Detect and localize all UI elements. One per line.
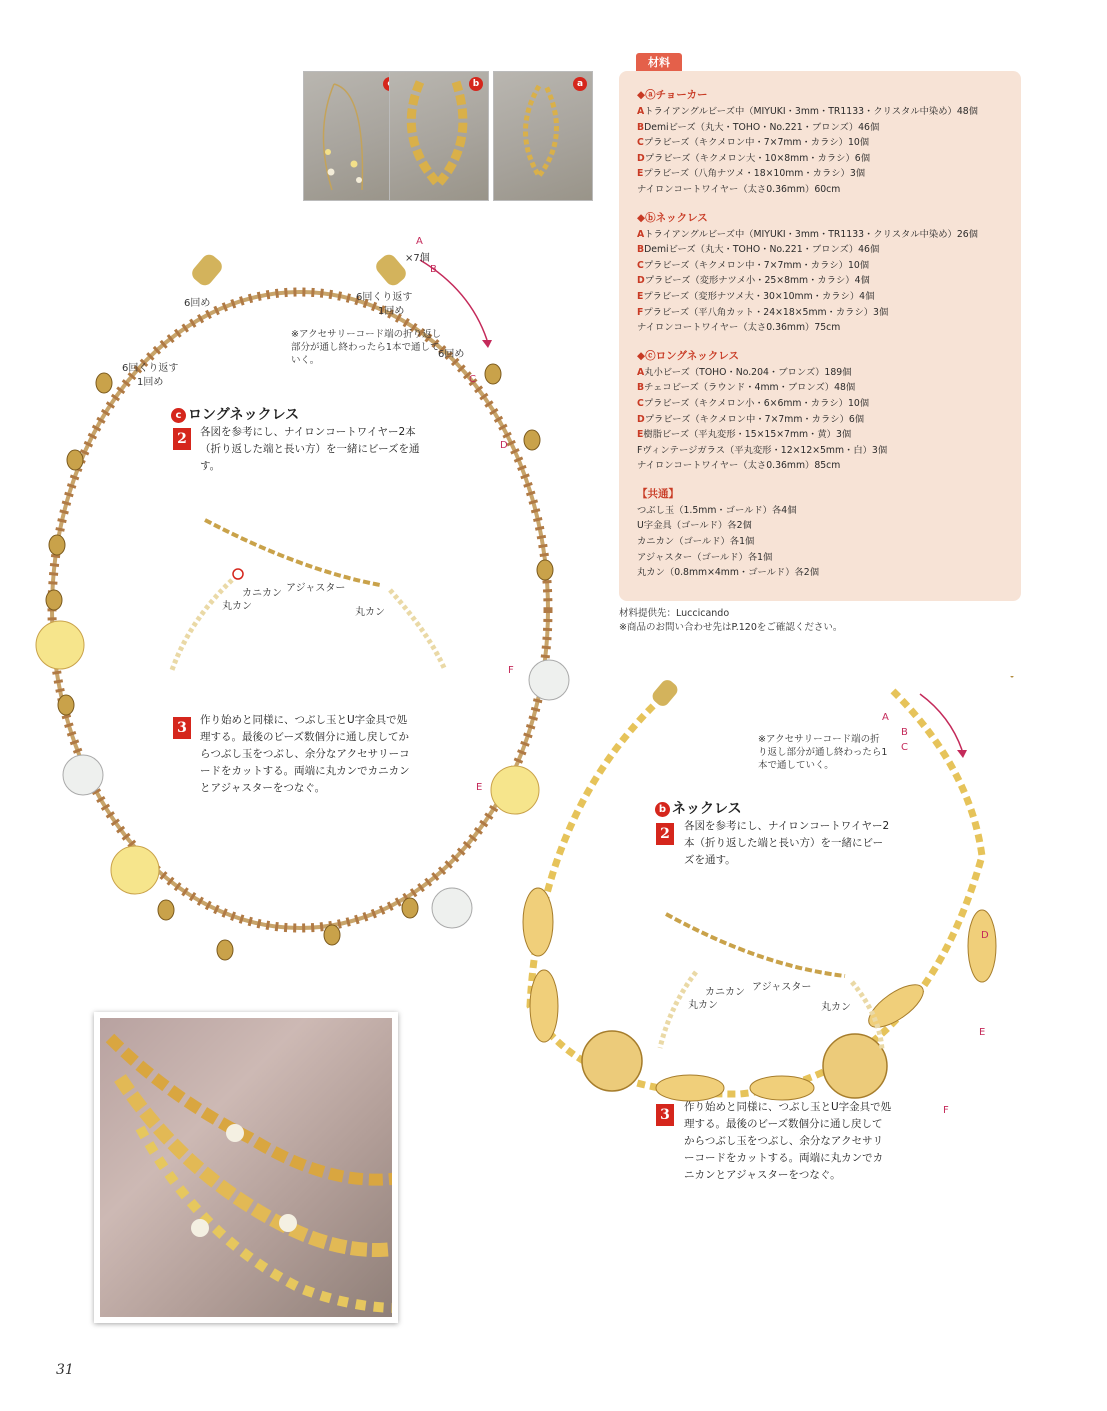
label-marukan-right-c: 丸カン — [355, 607, 385, 618]
long-necklace-cord-note: ※アクセサリーコード端の折り返し部分が通し終わったら1本で通していく。 — [291, 329, 442, 366]
label-b-d: D — [981, 930, 989, 941]
page-number: 31 — [56, 1362, 74, 1378]
materials-tab: 材料 — [636, 53, 682, 73]
b-step-3-number: 3 — [656, 1104, 674, 1126]
material-line: Cプラビーズ（キクメロン小・6×6mm・カラシ）10個 — [637, 397, 870, 409]
label-b-b: B — [901, 727, 908, 738]
necklace-b-image — [390, 72, 489, 201]
long-necklace-list — [637, 365, 1005, 474]
material-line: Bチェコビーズ（ラウンド・4mm・ブロンズ）48個 — [637, 382, 856, 394]
adjuster-chain-illustration — [172, 520, 445, 670]
label-b-a: A — [882, 712, 889, 723]
long-step-3-text: 作り始めと同様に、つぶし玉とU字金具で処理する。最後のビーズ数個分に通し戻してからつぶし玉をつぶし、余分なアクセサリーコードをカットする。両端に丸カンでカニカンとアジャスターをつなぐ。 — [200, 714, 410, 794]
b-step-3-text: 作り始めと同様に、つぶし玉とU字金具で処理する。最後のビーズ数個分に通し戻してからつぶし玉をつぶし、余分なアクセサリーコードをカットする。両端に丸カンでカニカンとアジャスターをつなぐ。 — [684, 1101, 892, 1181]
necklace-list — [637, 227, 1005, 336]
label-kanikan-b: カニカン — [705, 987, 745, 998]
label-b: B — [430, 264, 437, 275]
b-step-2-text: 各図を参考にし、ナイロンコートワイヤー2本（折り返した端と長い方）を一緒にビーズを通す。 — [684, 820, 890, 866]
necklace-b-cord-note: ※アクセサリーコード端の折り返し部分が通し終わったら1本で通していく。 — [758, 734, 888, 771]
label-c: C — [469, 374, 476, 385]
material-line: Cプラビーズ（キクメロン中・7×7mm・カラシ）10個 — [637, 137, 870, 149]
choker-heading: ◆ⓐチョーカー — [637, 89, 708, 101]
materials-provider: 材料提供先：Luccicando — [619, 608, 730, 619]
necklace-b-octagon-beads — [582, 1031, 887, 1098]
thumb-tag-a: a — [573, 77, 587, 91]
label-adjuster-c: アジャスター — [286, 583, 346, 594]
arrow-head-icon — [482, 340, 492, 348]
label-marukan-left-c: 丸カン — [222, 601, 252, 612]
material-line: U字金具（ゴールド）各2個 — [637, 520, 752, 532]
label-first-left: 1回め — [137, 377, 164, 388]
label-a: A — [416, 236, 423, 247]
label-repeat-right: 6回くり返す — [356, 292, 413, 303]
necklaces-photo — [94, 1012, 398, 1323]
material-line: Cプラビーズ（キクメロン中・7×7mm・カラシ）10個 — [637, 259, 870, 271]
material-line: カニカン（ゴールド）各1個 — [637, 536, 755, 548]
label-a-count: ×7個 — [405, 253, 430, 264]
label-b-e: E — [979, 1027, 986, 1038]
arrow-head-b-icon — [957, 750, 967, 758]
label-e: E — [476, 782, 483, 793]
material-line: ナイロンコートワイヤー（太さ0.36mm）75cm — [637, 322, 841, 334]
material-line: Fプラビーズ（平八角カット・24×18×5mm・カラシ）3個 — [637, 306, 889, 318]
choker-list — [637, 104, 1005, 198]
long-necklace-clasp — [189, 251, 409, 288]
long-step-2-text: 各図を参考にし、ナイロンコートワイヤー2本（折り返した端と長い方）を一緒にビーズを通す。 — [200, 426, 420, 472]
label-marukan-right-b: 丸カン — [821, 1002, 851, 1013]
materials-inquiry: ※商品のお問い合わせ先はP.120をご確認ください。 — [619, 622, 843, 633]
material-line: ナイロンコートワイヤー（太さ0.36mm）85cm — [637, 460, 841, 472]
necklace-b-badge: b — [655, 802, 670, 817]
thumb-tag-b: b — [469, 77, 483, 91]
material-line: Dプラビーズ（キクメロン中・7×7mm・カラシ）6個 — [637, 413, 865, 425]
material-line: Eプラビーズ（変形ナツメ大・30×10mm・カラシ）4個 — [637, 290, 875, 302]
material-line: Aトライアングルビーズ中（MIYUKI・3mm・TR1133・クリスタル中染め）26個 — [637, 228, 978, 240]
material-line: BDemiビーズ（丸大・TOHO・No.221・ブロンズ）46個 — [637, 244, 880, 256]
label-d: D — [500, 440, 508, 451]
materials-box — [619, 71, 1021, 601]
label-marukan-left-b: 丸カン — [688, 1000, 718, 1011]
direction-arrow-b — [920, 694, 962, 750]
label-kanikan-c: カニカン — [242, 588, 282, 599]
necklace-a-image — [494, 72, 593, 201]
necklaces-photo-image — [100, 1018, 398, 1323]
material-line: Dプラビーズ（変形ナツメ小・25×8mm・カラシ）4個 — [637, 275, 870, 287]
long-step-2-number: 2 — [173, 428, 191, 450]
long-step-3-number: 3 — [173, 717, 191, 739]
label-first-right: 1回め — [378, 306, 405, 317]
label-6th-left: 6回め — [184, 298, 211, 309]
material-line: アジャスター（ゴールド）各1個 — [637, 551, 773, 563]
long-necklace-badge: c — [171, 408, 186, 423]
material-line: ナイロンコートワイヤー（太さ0.36mm）60cm — [637, 183, 841, 195]
label-b-c: C — [901, 742, 908, 753]
label-b-f: F — [943, 1105, 949, 1116]
material-line: A丸小ビーズ（TOHO・No.204・ブロンズ）189個 — [637, 366, 852, 378]
necklace-b-title: b ネックレス — [655, 798, 742, 818]
common-heading: 【共通】 — [637, 487, 679, 500]
necklace-b-clasp — [650, 677, 681, 708]
photo-thumb-a — [493, 71, 593, 201]
material-line: Eプラビーズ（八角ナツメ・18×10mm・カラシ）3個 — [637, 168, 866, 180]
necklace-heading: ◆ⓑネックレス — [637, 211, 708, 224]
photo-thumb-b — [389, 71, 489, 201]
material-line: 丸カン（0.8mm×4mm・ゴールド）各2個 — [637, 567, 820, 579]
long-necklace-title: c ロングネックレス — [171, 404, 299, 424]
label-adjuster-b: アジャスター — [752, 982, 812, 993]
label-repeat-left: 6回くり返す — [122, 363, 179, 374]
material-line: Aトライアングルビーズ中（MIYUKI・3mm・TR1133・クリスタル中染め）48個 — [637, 106, 978, 117]
common-list — [637, 503, 1005, 581]
label-f: F — [508, 665, 514, 676]
material-line: つぶし玉（1.5mm・ゴールド）各4個 — [637, 504, 797, 516]
material-line: E樹脂ビーズ（平丸変形・15×15×7mm・黄）3個 — [637, 429, 852, 441]
long-necklace-heading: ◆ⓒロングネックレス — [637, 349, 739, 362]
label-6th-right: 6回め — [438, 349, 465, 360]
material-line: Fヴィンテージガラス（平丸変形・12×12×5mm・白）3個 — [637, 444, 888, 456]
b-step-2-number: 2 — [656, 823, 674, 845]
material-line: Dプラビーズ（キクメロン大・10×8mm・カラシ）6個 — [637, 152, 870, 164]
material-line: BDemiビーズ（丸大・TOHO・No.221・ブロンズ）46個 — [637, 121, 880, 133]
photo-thumb-c — [303, 71, 403, 201]
